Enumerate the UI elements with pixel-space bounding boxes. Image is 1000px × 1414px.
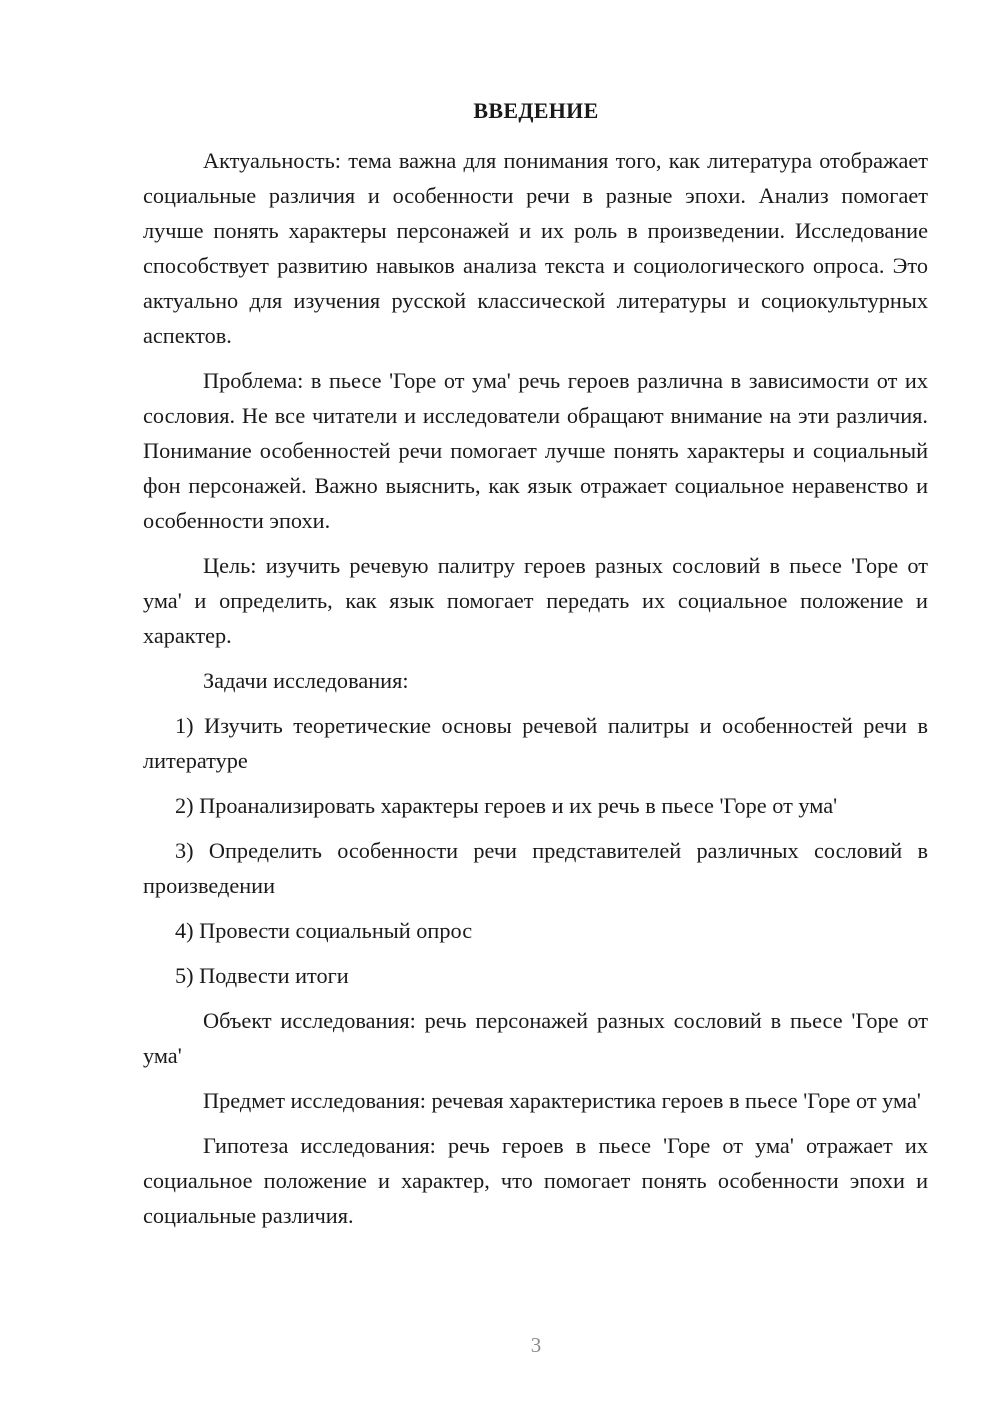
task-number: 3): [175, 838, 194, 863]
task-item-2: [143, 788, 928, 823]
task-number: 4): [175, 918, 194, 943]
paragraph-subject: Предмет исследования: речевая характеристика героев в пьесе 'Горе от ума': [203, 1088, 921, 1113]
task-item-4: [143, 913, 928, 948]
task-text: Определить особенности речи представителей различных сословий в произведении: [143, 838, 928, 898]
task-text: Изучить теоретические основы речевой палитры и особенностей речи в литературе: [143, 713, 928, 773]
paragraph-problem: Проблема: в пьесе 'Горе от ума' речь героев различна в зависимости от их сословия. Не все читатели и исследователи обращают внимание на эти различия. Понимание особенностей речи помогает лучше понять характеры и социальный фон персонажей. Важно выяснить, как язык отражает социальное неравенство и особенности эпохи.: [143, 368, 928, 533]
task-item-1: [143, 708, 928, 778]
task-text: Подвести итоги: [199, 963, 349, 988]
task-item-5: [143, 958, 928, 993]
page-number: 3: [530, 1333, 542, 1357]
paragraph-tasks-heading: Задачи исследования:: [203, 668, 409, 693]
task-item-3: [143, 833, 928, 903]
document-body: [143, 143, 928, 1243]
task-number: 2): [175, 793, 194, 818]
task-number: 5): [175, 963, 194, 988]
task-number: 1): [175, 713, 194, 738]
paragraph-goal: Цель: изучить речевую палитру героев разных сословий в пьесе 'Горе от ума' и определить, как язык помогает передать их социальное положение и характер.: [143, 553, 928, 648]
paragraph-hypothesis: Гипотеза исследования: речь героев в пьесе 'Горе от ума' отражает их социальное положение и характер, что помогает понять особенности эпохи и социальные различия.: [143, 1133, 928, 1228]
task-text: Провести социальный опрос: [199, 918, 473, 943]
section-title: ВВЕДЕНИЕ: [473, 98, 599, 123]
paragraph-relevance: Актуальность: тема важна для понимания того, как литература отображает социальные различия и особенности речи в разные эпохи. Анализ помогает лучше понять характеры персонажей и их роль в произведении. Исследование способствует развитию навыков анализа текста и социологического опроса. Это актуально для изучения русской классической литературы и социокультурных аспектов.: [143, 148, 928, 348]
task-text: Проанализировать характеры героев и их речь в пьесе 'Горе от ума': [199, 793, 838, 818]
paragraph-object: Объект исследования: речь персонажей разных сословий в пьесе 'Горе от ума': [143, 1008, 928, 1068]
